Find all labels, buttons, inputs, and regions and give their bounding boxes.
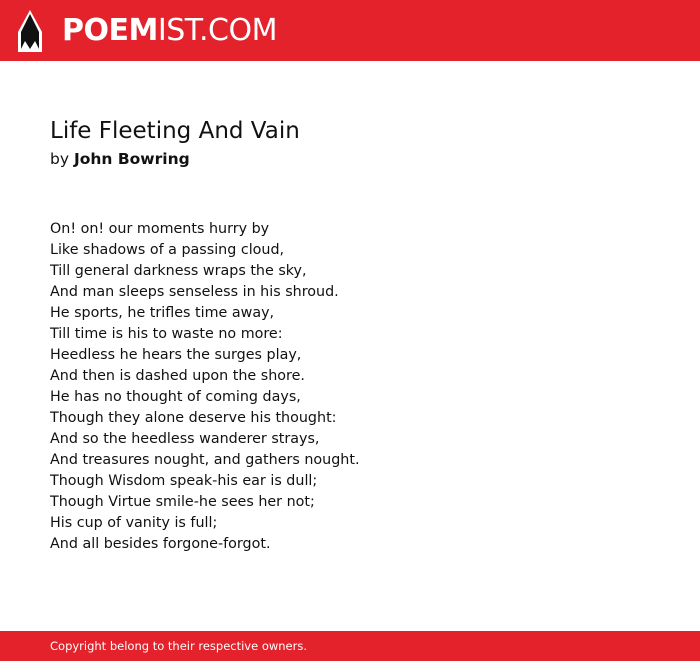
- poem-line: His cup of vanity is full;: [50, 515, 218, 531]
- poem-line: Till time is his to waste no more:: [50, 326, 283, 342]
- logo-light-text: IST.COM: [157, 13, 277, 48]
- by-label: by: [50, 150, 70, 168]
- poem-line: And man sleeps senseless in his shroud.: [50, 284, 339, 300]
- poem-line: Though they alone deserve his thought:: [50, 410, 337, 426]
- poem-line: Like shadows of a passing cloud,: [50, 242, 285, 258]
- author-name: John Bowring: [73, 150, 190, 168]
- site-footer: [0, 631, 700, 661]
- poem-line: And then is dashed upon the shore.: [50, 368, 305, 384]
- site-header: [0, 0, 700, 61]
- poem-line: He sports, he trifles time away,: [50, 305, 275, 321]
- site-logo[interactable]: [62, 12, 277, 50]
- poem-line: Though Wisdom speak-his ear is dull;: [50, 473, 318, 489]
- poem-line: Though Virtue smile-he sees her not;: [50, 494, 315, 510]
- poem-title: Life Fleeting And Vain: [50, 118, 300, 144]
- poem-line: He has no thought of coming days,: [50, 389, 301, 405]
- pencil-icon[interactable]: [18, 10, 42, 52]
- byline: [50, 148, 190, 170]
- poem-line: On! on! our moments hurry by: [50, 221, 270, 237]
- poem-line: And all besides forgone-forgot.: [50, 536, 271, 552]
- logo-bold-text: POEM: [62, 13, 158, 48]
- poem-line: And so the heedless wanderer strays,: [50, 431, 320, 447]
- poem-line: And treasures nought, and gathers nought.: [50, 452, 360, 468]
- poem-line: Heedless he hears the surges play,: [50, 347, 302, 363]
- poem-body: [50, 219, 360, 555]
- copyright-text: Copyright belong to their respective owners.: [50, 639, 308, 653]
- poem-line: Till general darkness wraps the sky,: [50, 263, 307, 279]
